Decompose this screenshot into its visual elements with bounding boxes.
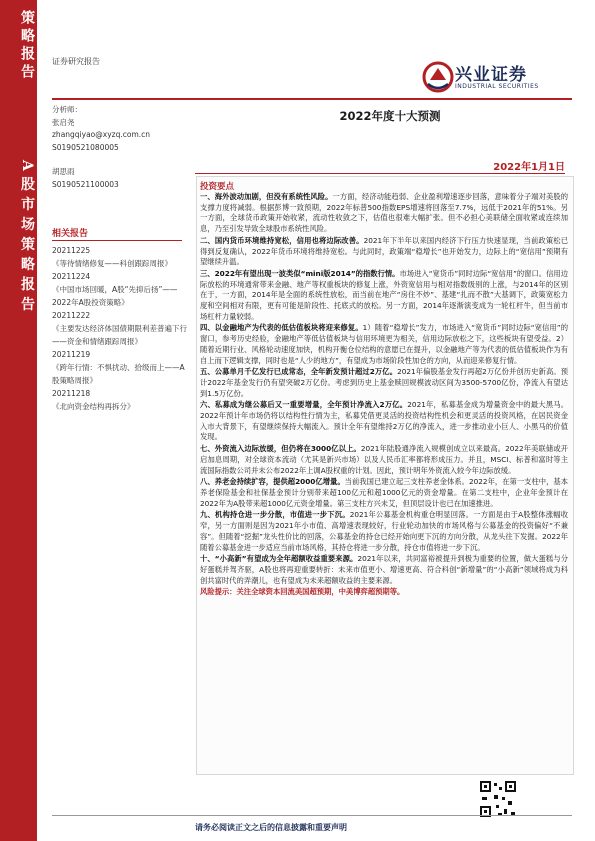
footer-disclaimer: 请务必阅读正文之后的信息披露和重要声明 <box>195 823 347 832</box>
analyst-1-code: S0190521080005 <box>52 142 119 152</box>
key-points-content <box>200 192 568 599</box>
related-report-date: 20211219 <box>52 350 91 359</box>
related-reports-list <box>52 244 187 413</box>
sidebar-label-top: 策略报告 <box>19 10 35 82</box>
analyst-label: 分析师： <box>52 105 82 114</box>
footer-divider <box>52 815 572 816</box>
point-4: 四、以金融地产为代表的低估值板块将迎来修复。1）随着“稳增长”发力，市场进入“宽货币”同时边际“宽信用”的窗口，参考历史经验，金融地产等低估值板块与信用环境更为相关，信用边际放松之下，这些板块有望受益。2）随着近期行业、风格轮动速度加快，机构开衡仓位结构的意愿已在提升，以金融地产等为代表的低估值板块作为有自上而下逻辑支撑，同时也是“人少的地方”，有望成为市场阶段性加仓的方向，从而迎来修复行情。 <box>200 323 568 365</box>
related-report-date: 20211224 <box>52 272 91 281</box>
point-7: 七、外资流入边际放缓，但仍将在3000亿以上。2021年陆股通净流入规模创成立以来最高。2022年美联储或开启加息周期，对全球资本流动（尤其是新兴市场）以及人民币汇率都将形成压力。并且，MSCI、标普和富时等主流国际指数公司并未公布2022年上调A股权重的计划。因此，预计明年外资流入较今年边际放缓。 <box>200 444 569 475</box>
point-1: 一、海外波动加剧，但没有系统性风险。一方面，经济动能趋弱、企业盈利增速逐步回落，意味着分子端对美股的支撑力度将减弱。根据彭博一致预期，2022年标普500指数EPS增速将回落至7.7%，远低于2021年的51%。另一方面，全球货币政策开始收紧，流动性收敛之下，估值也很难大幅扩张。但不必担心美联储全面收紧或连续加息，乃至引发导致全球股市系统性风险。 <box>200 192 569 234</box>
point-9: 九、机构持仓进一步分散，市值进一步下沉。2021年公募基金机构重仓明显回落。一方面是由于A股整体涨幅收窄，另一方面则是因为2021年小市值、高增速表现较好，行业轮动加快的市场风格与公募基金的投资偏好“不兼容”。但随着“挖掘”龙头性价比的回落，公募基金的持仓已经开始向更下沉的方向分散，从龙头往下发掘。2022年随着公募基金进一步适应当前市场风格，其持仓将进一步分散，持仓市值将进一步下沉。 <box>200 510 569 552</box>
point-3: 三、2022年有望出现一波类似“mini版2014”的指数行情。市场进入“宽货币”同时边际“宽信用”的窗口。信用边际放松的环境通常带来金融、地产等权重板块的修复上涨，外资宽信用与相对指数级别的上涨，与2014年的区别在于，一方面，2014年是全面的系统性放松，而当前在地产“房住不炒”、基建“扎而不散”大基调下，政策宽松力度和空间相对有限，更有可能是阶段性、托底式的放松。另一方面，2014年逐渐演变成为一轮杠杆牛，但当前市场杠杆力量较弱。 <box>200 268 568 321</box>
report-title: 2022年度十大预测 <box>339 109 441 123</box>
point-5: 五、公募单月千亿发行已成常态，全年新发预计超过2万亿。2021年偏股基金发行再超2万亿份并创历史新高。预计2022年基金发行仍有望突破2万亿份。考虑到历史上基金赎回规模波动区间为3500-5700亿份，净流入有望达到1.5万亿份。 <box>200 367 568 398</box>
logo-text-en: INDUSTRIAL SECURITIES <box>455 83 539 90</box>
related-report-link[interactable]: 《中国市场回暖，A股“先抑后扬”——2022年A股投资策略》 <box>52 285 178 307</box>
logo-text-cn: 兴业证券 <box>455 65 527 85</box>
point-10: 十、“小高新”有望成为全年超额收益重要来源。2021年以来，共同富裕被提升到极为重要的位置，做大蛋糕与分好蛋糕并驾齐驱，A股也将再迎重要转折：未来市值更小、增速更高、符合科创“新增量”的“小高新”领域将成为科创共富时代的弄潮儿，也有望成为未来超额收益的主要来源。 <box>200 554 568 585</box>
point-6: 六、私募成为继公募后又一重要增量，全年预计净流入2万亿。2021年，私募基金成为增量资金中的最大黑马。2022年预计年市场仍将以结构性行情为主，私募凭借更灵活的投资结构性机会和更灵活的投资风格，在居民资金入市大背景下，有望继续保持大幅流入。预计全年有望维持2万亿的净流入，进一步推动业小巨人、小黑马的价值发现。 <box>200 400 569 442</box>
related-report-link[interactable]: 《北向资金结构再拆分》 <box>52 402 135 411</box>
related-report-date: 20211218 <box>52 389 91 398</box>
analyst-2-name: 胡思雨 <box>52 167 75 176</box>
related-report-link[interactable]: 《主要发达经济体国债期限利差普遍下行——资金和情绪跟踪周报》 <box>52 324 187 346</box>
title-divider <box>195 173 565 174</box>
qr-code-icon <box>478 779 518 819</box>
report-type: 证券研究报告 <box>52 57 100 66</box>
report-date: 2022年1月1日 <box>493 162 565 173</box>
related-report-date: 20211225 <box>52 246 91 255</box>
analyst-2-code: S0190521100003 <box>52 179 119 189</box>
sidebar-band <box>0 0 37 841</box>
risk-warning: 风险提示：关注全球资本回流美国超预期，中美博弈超预期等。 <box>200 587 405 597</box>
analyst-block <box>52 104 172 191</box>
related-report-date: 20211222 <box>52 311 91 320</box>
related-reports-title: 相关报告 <box>52 229 89 239</box>
point-2: 二、国内货币环境维持宽松，信用也将边际改善。2021年下半年以来国内经济下行压力快速显现，当前政策松已得到反复确认，2022年货币环境将维持宽松。与此同时，政策端“稳增长”也开始发力，边际上的“宽信用”预期有望继续升温。 <box>200 235 568 267</box>
analyst-1-email[interactable]: zhangqiyao@xyzq.com.cn <box>52 130 151 139</box>
related-report-link[interactable]: 《等待情绪修复——科创跟踪周报》 <box>52 259 172 268</box>
header-divider <box>52 98 572 100</box>
related-report-link[interactable]: 《跨年行情：不惧扰动、拾级而上——A股策略周报》 <box>52 363 185 385</box>
related-reports-divider <box>52 240 182 241</box>
point-8: 八、养老金持续扩容，提供超2000亿增量。当前我国已建立起三支柱养老金体系。2022年，在第一支柱中，基本养老保险基金和社保基金预计分别带来超100亿元和超1000亿元的资金增量。在第二支柱中，企业年金预计在2022年为A股带来超1000亿元资金增量。第三支柱方兴未艾，但顶层设计也已在加速推进。 <box>200 477 568 508</box>
sidebar-label-mid: A股市场策略报告 <box>19 160 35 317</box>
analyst-1-name: 张启尧 <box>52 117 75 127</box>
key-points-heading: 投资要点 <box>200 182 235 192</box>
